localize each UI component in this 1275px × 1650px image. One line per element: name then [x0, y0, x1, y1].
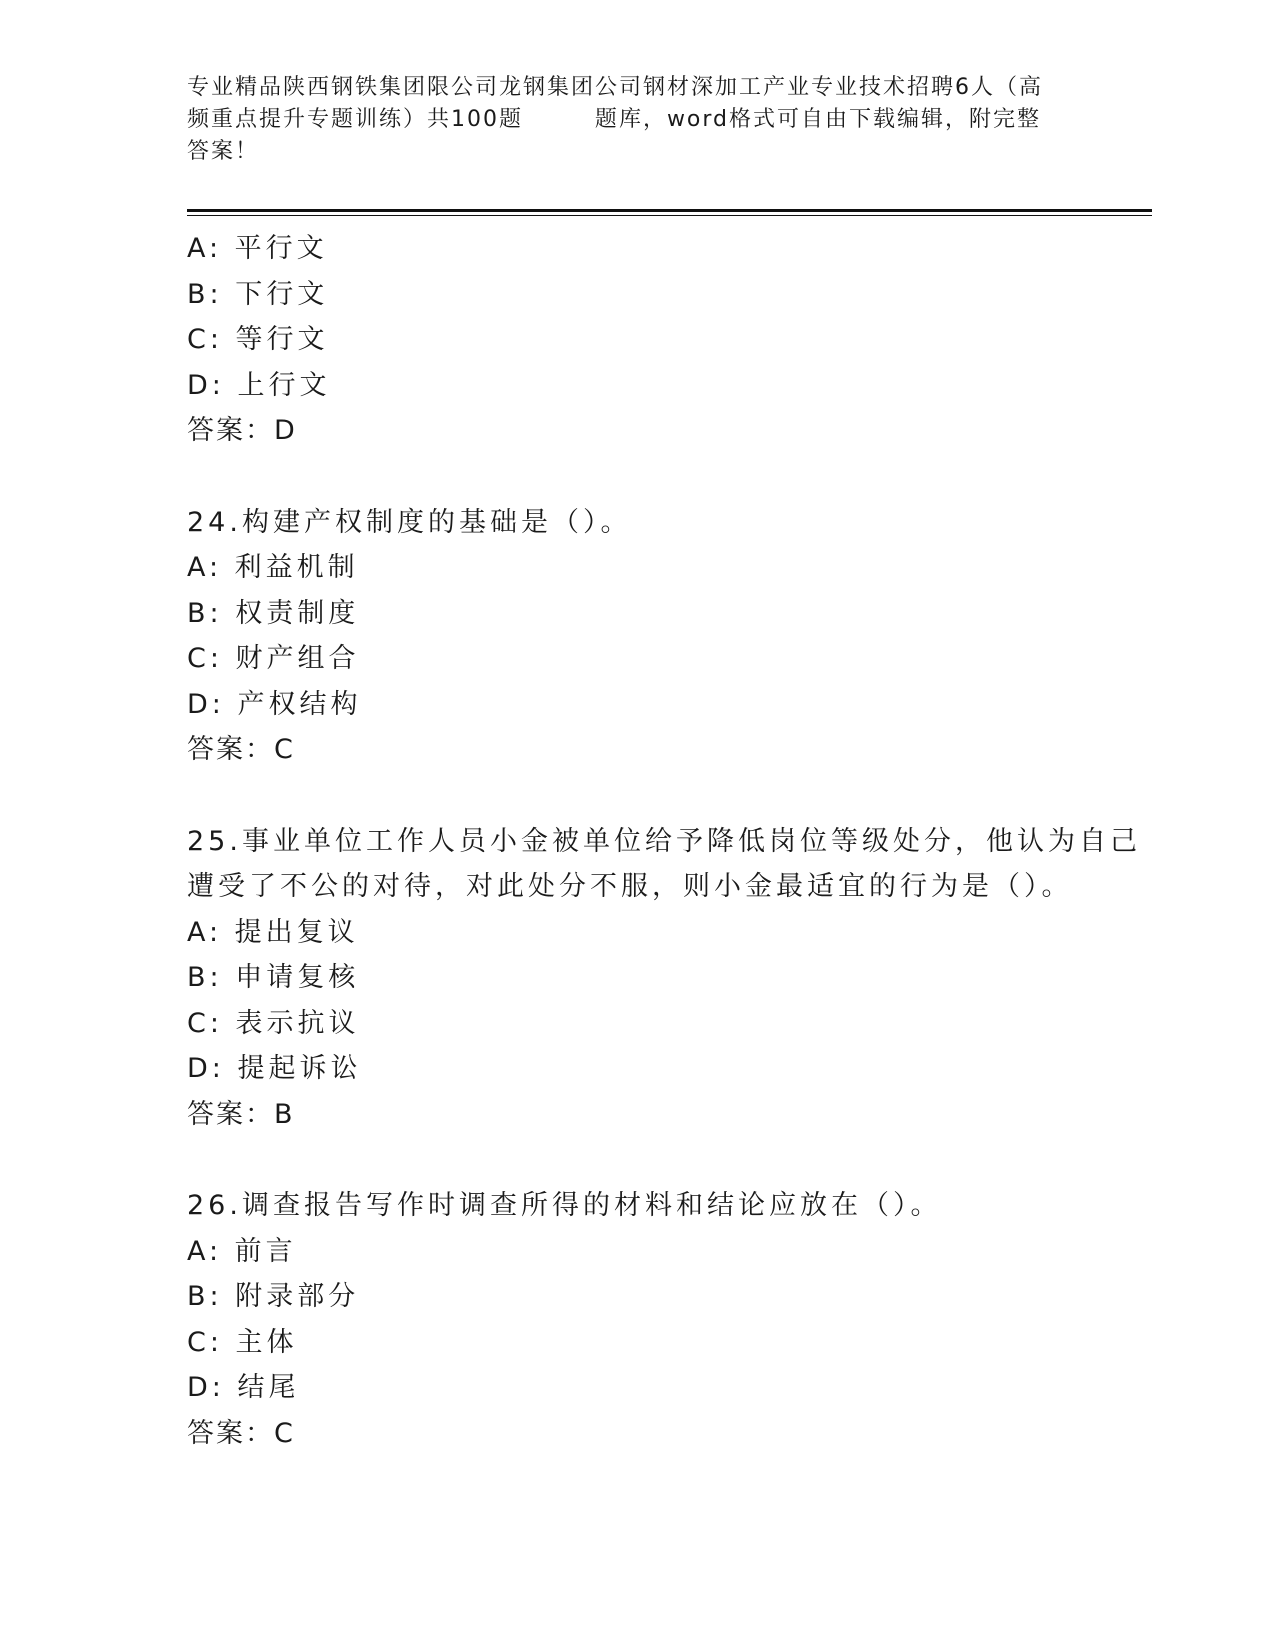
option-c: C: 等行文 [187, 324, 329, 355]
question-25 [187, 819, 1141, 1138]
option-b: B: 下行文 [187, 278, 329, 310]
option-a: A: 前言 [187, 1235, 297, 1267]
document-header [187, 72, 1087, 168]
option-b: B: 申请复核 [187, 962, 360, 993]
answer: 答案：B [187, 1098, 295, 1130]
option-b: B: 附录部分 [187, 1281, 360, 1312]
option-c: C: 主体 [187, 1326, 298, 1358]
option-a: A: 提出复议 [187, 916, 359, 948]
question-list [187, 226, 1141, 1456]
question-23 [187, 226, 1117, 454]
option-c: C: 表示抗议 [187, 1007, 360, 1039]
option-a: A: 平行文 [187, 233, 328, 264]
question-text-line-2: 遭受了不公的对待，对此处分不服，则小金最适宜的行为是（）。 [187, 871, 1073, 902]
option-d: D: 产权结构 [187, 688, 362, 720]
option-b: B: 权责制度 [187, 597, 360, 629]
question-24 [187, 500, 1117, 773]
question-text: 24.构建产权制度的基础是（）。 [187, 506, 632, 538]
header-line-3: 答案！ [187, 139, 260, 164]
question-26 [187, 1183, 1117, 1456]
option-a: A: 利益机制 [187, 552, 359, 583]
option-d: D: 结尾 [187, 1372, 300, 1403]
option-d: D: 上行文 [187, 369, 331, 401]
header-divider-thin [187, 215, 1152, 216]
answer: 答案：C [187, 734, 295, 765]
question-text-line-1: 25.事业单位工作人员小金被单位给予降低岗位等级处分，他认为自己 [187, 825, 1141, 857]
answer: 答案：D [187, 415, 297, 446]
option-d: D: 提起诉讼 [187, 1053, 362, 1084]
answer: 答案：C [187, 1417, 295, 1449]
header-divider-thick [187, 209, 1152, 212]
option-c: C: 财产组合 [187, 643, 360, 674]
question-text: 26.调查报告写作时调查所得的材料和结论应放在（）。 [187, 1190, 942, 1221]
header-line-1: 专业精品陕西钢铁集团限公司龙钢集团公司钢材深加工产业专业技术招聘6人（高 [187, 75, 1043, 100]
header-line-2: 频重点提升专题训练）共100题 题库，word格式可自由下载编辑，附完整 [187, 107, 1042, 132]
